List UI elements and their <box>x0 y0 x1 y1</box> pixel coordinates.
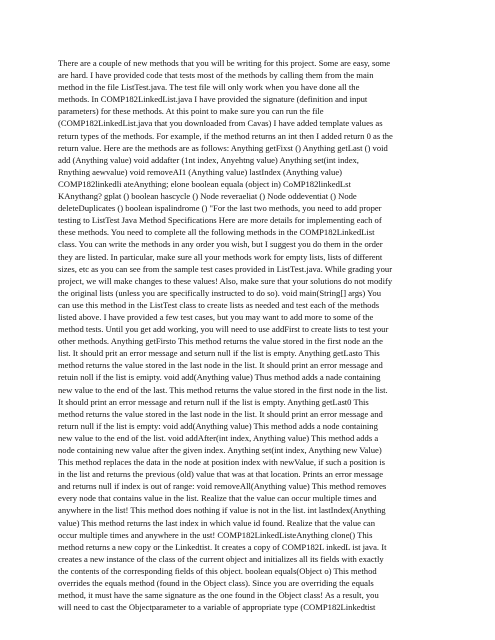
text-line: node containing new value after the given index. Anything set(int index, Anything new Value) <box>58 445 382 455</box>
text-line: This method replaces the data in the node at position index with newValue, if such a position is <box>58 457 385 468</box>
text-line: class. You can write the methods in any order you wish, but I suggest you do them in the order <box>58 239 383 250</box>
text-line: occur multiple times and anywhere in the ust! COMP182LinkedListeAnything clone() This <box>58 529 373 540</box>
text-line: method returns the value stored in the last node in the list. It should print an error message and <box>58 360 383 371</box>
text-line: Rnything aewvalue) void removeAI1 (Anything value) lastIndex (Anything value) <box>58 166 342 177</box>
text-line: project, we will make changes to these values! Also, make sure that your solutions do not modify <box>58 275 393 286</box>
text-line: in the list and returns the previous (old) value that was at that location. Prints an error message <box>58 469 384 480</box>
text-line: return types of the methods. For example, if the method returns an int then I added return 0 as the <box>58 130 393 141</box>
text-line: deleteDuplicates () boolean ispalindrome () "For the last two methods, you need to add proper <box>58 203 382 214</box>
text-line: KAnythang? gplat () boolean hascycle () Node reveraeliat () Node oddeventiat () Node <box>58 191 357 202</box>
text-line: new value to the end of the list. void addAfter(int index, Anything value) This method adds a <box>58 432 379 443</box>
text-line: There are a couple of new methods that you will be writing for this project. Some are easy, some <box>58 58 391 68</box>
text-line: they are listed. In particular, make sure all your methods work for empty lists, lists of different <box>58 251 383 262</box>
text-line: It should print an error message and return null if the list is empty. Anything getLast0 This <box>58 396 369 407</box>
text-line: testing to ListTest Java Method Specifications Here are more details for implementing each of <box>58 215 382 226</box>
text-line: list. It should prit an error message and seturn null if the list is empty. Anything getLasto This <box>58 348 380 359</box>
text-line: value) This method returns the last index in which value id found. Realize that the value can <box>58 517 375 528</box>
text-line: these methods. You need to complete all the following methods in the COMP182LinkedList <box>58 227 375 238</box>
text-line: method returns the value stored in the last node in the list. It should print an error message and <box>58 408 383 419</box>
text-line: sizes, etc as you can see from the sample test cases provided in ListTest.java. While grading your <box>58 263 393 274</box>
text-line: add (Anything value) void addafter (1nt index, Anyehtng value) Anything set(int index, <box>58 154 359 165</box>
text-line: other methods. Anything getFirsto This method returns the value stored in the first node an the <box>58 336 383 347</box>
text-line: parameters) for these methods. At this point to make sure you can run the file <box>58 106 324 117</box>
text-line: retuin noll if the list is emipty. void add(Anything value) Thus method adds a nade containing <box>58 372 381 383</box>
text-line: are hard. I have provided code that tests most of the methods by calling them from the main <box>58 70 374 81</box>
text-line: method, it must have the same signature as the one found in the Object class! As a result, you <box>58 590 379 601</box>
text-line: COMP182linkedli ateAnything; elone boolean equala (object in) CoMP182linkedLst <box>58 178 351 189</box>
body-text <box>58 57 441 613</box>
text-line: method in the file ListTest.java. The test file will only work when you have done all the <box>58 82 360 93</box>
text-line: the original lists (unless you are specifically instructed to do so). void main(String[] args) You <box>58 287 382 298</box>
text-line: every node that contains value in the list. Realize that the value can occur multiple times and <box>58 493 377 504</box>
text-line: the contents of the corresponding fields of this object. boolean equals(Object o) This method <box>58 565 377 576</box>
text-line: listed above. I have provided a few test cases, but you may want to add more to some of the <box>58 311 374 322</box>
text-line: will need to cast the Objectparameter to a variable of appropriate type (COMP182Linkedtist <box>58 602 376 613</box>
text-line: and returns null if index is out of range: void removeAll(Anything value) This method removes <box>58 481 387 492</box>
text-line: can use this method in the ListTest class to create lists as needed and test each of the methods <box>58 299 380 310</box>
text-line: overrides the equals method (found in the Object class). Since you are overriding the equals <box>58 578 374 589</box>
text-line: new value to the end of the last. This method returns the value stored in the first node in the list. <box>58 384 388 395</box>
text-line: methods. In COMP182LinkedList.java I have provided the signature (definition and input <box>58 94 368 105</box>
text-line: return value. Here are the methods are as follows: Anything getFixst () Anything getLast () void <box>58 142 388 153</box>
text-line: method tests. Until you get add working, you will need to use addFirst to create lists to test your <box>58 324 389 335</box>
text-line: (COMP182LinkedList.java that you downloaded from Cavas) I have added template values as <box>58 118 383 129</box>
text-line: method returns a new copy or the Linkedtist. It creates a copy of COMP182L inkedL ist java. It <box>58 541 387 552</box>
text-line: creates a new instance of the class of the current object and initializes all its fields with exactly <box>58 553 384 564</box>
text-line: anywhere in the list! This method does nothing if value is not in the list. int lastIndex(Anything <box>58 505 386 516</box>
text-line: return null if the list is empty: void add(Anything value) This method adds a node containing <box>58 420 378 431</box>
